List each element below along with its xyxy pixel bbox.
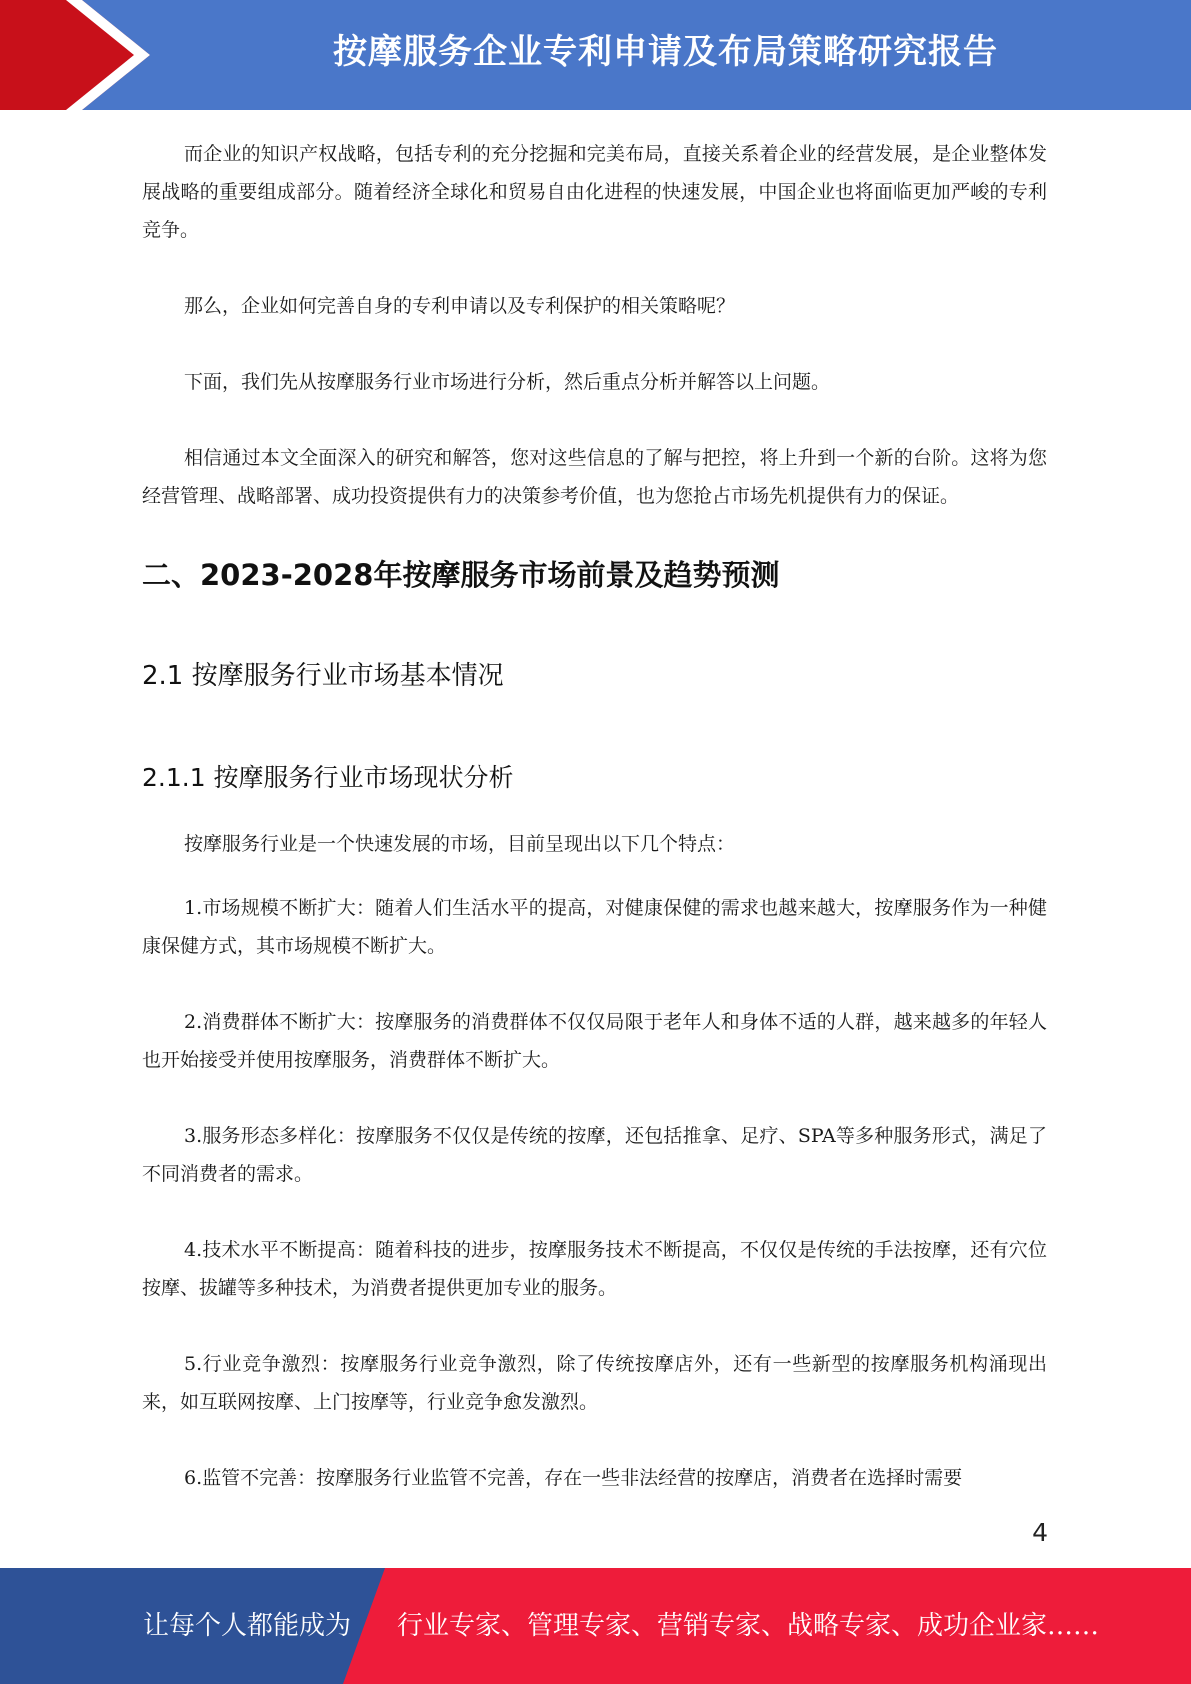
- list-item: 2.消费群体不断扩大：按摩服务的消费群体不仅仅局限于老年人和身体不适的人群，越来越多的年轻人也开始接受并使用按摩服务，消费群体不断扩大。: [142, 1011, 1047, 1071]
- paragraph: 而企业的知识产权战略，包括专利的充分挖掘和完美布局，直接关系着企业的经营发展，是企业整体发展战略的重要组成部分。随着经济全球化和贸易自由化进程的快速发展，中国企业也将面临更加严峻的专利竞争。: [142, 143, 1047, 241]
- paragraph: 那么，企业如何完善自身的专利申请以及专利保护的相关策略呢？: [184, 295, 736, 317]
- page-content: [142, 135, 1047, 1497]
- paragraph: 下面，我们先从按摩服务行业市场进行分析，然后重点分析并解答以上问题。: [184, 371, 831, 393]
- subsubsection-heading: 2.1.1 按摩服务行业市场现状分析: [142, 763, 514, 792]
- footer-slogan-left: 让每个人都能成为: [143, 1611, 352, 1641]
- footer-banner: [0, 1568, 1191, 1684]
- list-item: 1.市场规模不断扩大：随着人们生活水平的提高，对健康保健的需求也越来越大，按摩服务作为一种健康保健方式，其市场规模不断扩大。: [142, 897, 1047, 957]
- list-item: 5.行业竞争激烈：按摩服务行业竞争激烈，除了传统按摩店外，还有一些新型的按摩服务机构涌现出来，如互联网按摩、上门按摩等，行业竞争愈发激烈。: [142, 1353, 1047, 1413]
- list-item: 3.服务形态多样化：按摩服务不仅仅是传统的按摩，还包括推拿、足疗、SPA等多种服务形式，满足了不同消费者的需求。: [142, 1125, 1047, 1185]
- paragraph: 按摩服务行业是一个快速发展的市场，目前呈现出以下几个特点：: [184, 833, 736, 855]
- report-title: 按摩服务企业专利申请及布局策略研究报告: [333, 32, 998, 72]
- page-number: 4: [1032, 1518, 1048, 1547]
- list-item: 4.技术水平不断提高：随着科技的进步，按摩服务技术不断提高，不仅仅是传统的手法按摩，还有穴位按摩、拔罐等多种技术，为消费者提供更加专业的服务。: [142, 1239, 1047, 1299]
- header-banner: [0, 0, 1191, 110]
- red-chevron-decoration: [0, 0, 150, 110]
- paragraph: 相信通过本文全面深入的研究和解答，您对这些信息的了解与把控，将上升到一个新的台阶。这将为您经营管理、战略部署、成功投资提供有力的决策参考价值，也为您抢占市场先机提供有力的保证。: [142, 447, 1047, 507]
- section-heading: 二、2023-2028年按摩服务市场前景及趋势预测: [142, 558, 780, 592]
- list-item: 6.监管不完善：按摩服务行业监管不完善，存在一些非法经营的按摩店，消费者在选择时需要: [184, 1467, 963, 1489]
- subsection-heading: 2.1 按摩服务行业市场基本情况: [142, 661, 504, 691]
- footer-slogan-right: 行业专家、管理专家、营销专家、战略专家、成功企业家……: [397, 1611, 1100, 1641]
